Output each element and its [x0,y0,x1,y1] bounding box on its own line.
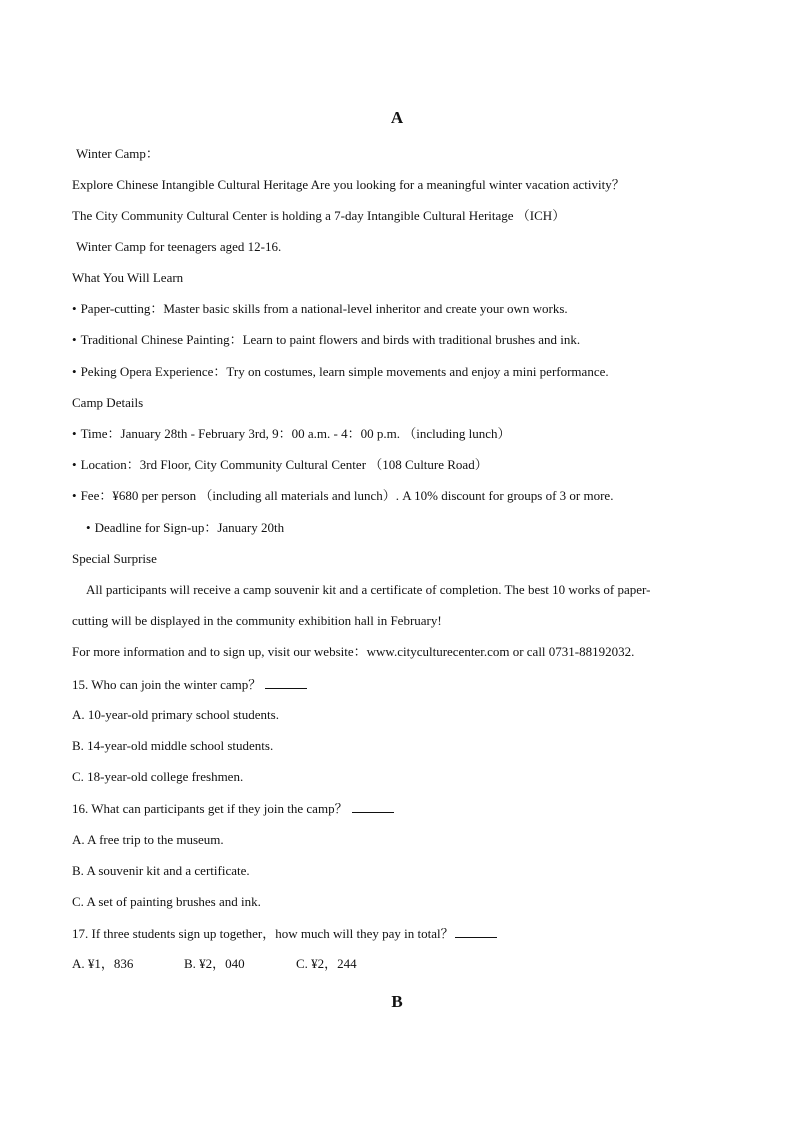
section-b-heading: B [391,992,403,1011]
details-item [72,488,613,504]
details-item [72,426,510,442]
question-option: C. 18-year-old college freshmen. [72,769,244,784]
learn-item [72,332,580,348]
bullet-icon: • [72,301,77,316]
question-option: B. A souvenir kit and a certificate. [72,863,250,878]
learn-item [72,364,609,380]
bullet-icon: • [72,364,77,379]
question-15 [72,676,307,693]
learn-item-text: Paper-cutting：Master basic skills from a national-level inheritor and create your own works. [80,301,568,316]
details-item [72,457,488,473]
bullet-icon: • [86,520,91,535]
details-item-text: Fee：¥680 per person （including all materials and lunch）. A 10% discount for groups of 3 or more. [80,488,614,503]
bullet-icon: • [72,332,77,347]
surprise-line-1: All participants will receive a camp souvenir kit and a certificate of completion. The best 10 works of paper- [86,582,651,597]
details-item-text: Location：3rd Floor, City Community Cultural Center （108 Culture Road） [80,457,488,472]
passage-title: Winter Camp： [76,146,159,161]
details-item-text: Deadline for Sign-up：January 20th [94,520,285,535]
learn-item-text: Peking Opera Experience：Try on costumes, learn simple movements and enjoy a mini performance. [80,364,609,379]
surprise-line-2: cutting will be displayed in the community exhibition hall in February! [72,613,442,628]
surprise-heading: Special Surprise [72,551,157,566]
learn-item [72,301,568,317]
question-option: B. ¥2，040 [184,956,245,971]
question-option: B. 14-year-old middle school students. [72,738,274,753]
answer-blank [265,676,307,689]
question-16 [72,800,394,817]
question-option: C. A set of painting brushes and ink. [72,894,261,909]
details-item [86,520,284,536]
passage-intro-line-3: Winter Camp for teenagers aged 12-16. [76,239,282,254]
answer-blank [352,800,394,813]
section-a-heading: A [390,108,404,127]
question-stem: 15. Who can join the winter camp？ [72,677,262,692]
question-option: C. ¥2，244 [296,956,357,971]
question-option: A. A free trip to the museum. [72,832,224,847]
question-17 [72,925,497,942]
bullet-icon: • [72,457,77,472]
details-item-text: Time：January 28th - February 3rd, 9：00 a.m. - 4：00 p.m. （including lunch） [80,426,511,441]
question-option: A. ¥1，836 [72,956,134,971]
details-heading: Camp Details [72,395,144,410]
answer-blank [455,925,497,938]
learn-heading: What You Will Learn [72,270,184,285]
question-stem: 16. What can participants get if they join the camp？ [72,801,348,816]
question-stem: 17. If three students sign up together，how much will they pay in total？ [72,926,454,941]
question-option: A. 10-year-old primary school students. [72,707,279,722]
learn-item-text: Traditional Chinese Painting：Learn to paint flowers and birds with traditional brushes and ink. [80,332,581,347]
bullet-icon: • [72,426,77,441]
passage-intro-line-1: Explore Chinese Intangible Cultural Heritage Are you looking for a meaningful winter vacation activity？ [72,177,625,192]
bullet-icon: • [72,488,77,503]
passage-intro-line-2: The City Community Cultural Center is holding a 7-day Intangible Cultural Heritage （ICH） [72,208,566,223]
contact-line: For more information and to sign up, visit our website：www.cityculturecenter.com or call 0731-88192032. [72,644,635,659]
